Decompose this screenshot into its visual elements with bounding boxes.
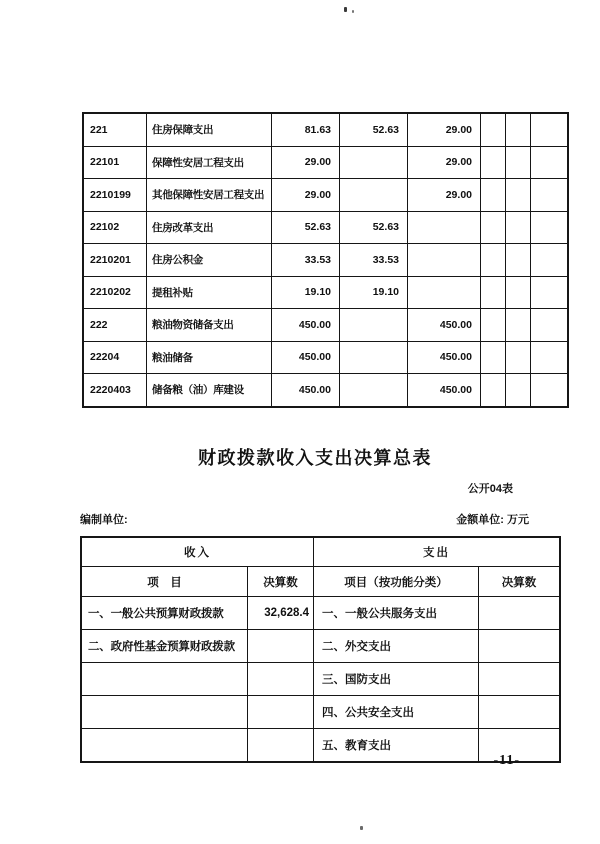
empty-cell: [481, 244, 506, 277]
code-cell: 2220403: [83, 374, 147, 407]
amount-cell: [340, 309, 408, 342]
income-amount-cell: [248, 729, 314, 763]
table-row: [83, 179, 568, 212]
empty-cell: [531, 341, 569, 374]
amount-cell: 33.53: [272, 244, 340, 277]
item-name-cell: 提租补贴: [147, 276, 272, 309]
income-header-cell: 收入: [81, 537, 314, 567]
scan-speck: [360, 826, 363, 830]
expense-amount-cell: [479, 597, 561, 630]
empty-cell: [531, 211, 569, 244]
amount-cell: 29.00: [272, 146, 340, 179]
scan-speck: [352, 10, 354, 13]
empty-cell: [506, 341, 531, 374]
table-row: [83, 244, 568, 277]
table-row: [83, 276, 568, 309]
income-item-cell: 二、政府性基金预算财政拨款: [81, 630, 248, 663]
income-amount-cell: [248, 630, 314, 663]
item-name-cell: 储备粮（油）库建设: [147, 374, 272, 407]
amount-cell: 29.00: [408, 146, 481, 179]
code-cell: 222: [83, 309, 147, 342]
expense-amount-header-cell: 决算数: [479, 567, 561, 597]
empty-cell: [481, 113, 506, 146]
amount-cell: 450.00: [408, 341, 481, 374]
income-amount-cell: [248, 696, 314, 729]
table-row: [83, 374, 568, 407]
empty-cell: [531, 244, 569, 277]
item-name-cell: 住房公积金: [147, 244, 272, 277]
amount-cell: 52.63: [340, 211, 408, 244]
table-row: [83, 113, 568, 146]
amount-cell: 450.00: [272, 309, 340, 342]
amount-cell: 450.00: [272, 374, 340, 407]
empty-cell: [531, 146, 569, 179]
code-cell: 22204: [83, 341, 147, 374]
amount-cell: 29.00: [408, 179, 481, 212]
prepared-by-label: 编制单位:: [80, 514, 128, 526]
empty-cell: [506, 309, 531, 342]
empty-cell: [506, 374, 531, 407]
table-row: [81, 696, 560, 729]
empty-cell: [481, 374, 506, 407]
income-item-cell: 一、一般公共预算财政拨款: [81, 597, 248, 630]
code-cell: 22102: [83, 211, 147, 244]
amount-cell: 19.10: [272, 276, 340, 309]
budget-detail-table: [82, 112, 569, 408]
amount-cell: 450.00: [272, 341, 340, 374]
empty-cell: [506, 179, 531, 212]
empty-cell: [481, 146, 506, 179]
empty-cell: [481, 179, 506, 212]
amount-cell: [340, 146, 408, 179]
table-header-row: [81, 537, 560, 567]
item-name-cell: 粮油储备: [147, 341, 272, 374]
table-row: [81, 729, 560, 763]
amount-cell: [340, 179, 408, 212]
scan-speck: [344, 7, 347, 12]
table-row: [81, 597, 560, 630]
expense-item-header-cell: 项目（按功能分类）: [314, 567, 479, 597]
amount-cell: 52.63: [340, 113, 408, 146]
amount-cell: 81.63: [272, 113, 340, 146]
expense-item-cell: 五、教育支出: [314, 729, 479, 763]
table-row: [81, 630, 560, 663]
item-name-cell: 其他保障性安居工程支出: [147, 179, 272, 212]
empty-cell: [531, 276, 569, 309]
expense-item-cell: 一、一般公共服务支出: [314, 597, 479, 630]
amount-cell: 450.00: [408, 374, 481, 407]
empty-cell: [506, 211, 531, 244]
amount-cell: [408, 211, 481, 244]
amount-cell: [408, 244, 481, 277]
income-amount-header-cell: 决算数: [248, 567, 314, 597]
amount-cell: 29.00: [408, 113, 481, 146]
table-number-label: 公开04表: [467, 483, 513, 495]
expense-item-cell: 三、国防支出: [314, 663, 479, 696]
expense-header-cell: 支出: [314, 537, 561, 567]
income-amount-cell: [248, 663, 314, 696]
empty-cell: [481, 211, 506, 244]
code-cell: 2210199: [83, 179, 147, 212]
empty-cell: [506, 146, 531, 179]
page-title: 财政拨款收入支出决算总表: [198, 448, 432, 468]
expense-amount-cell: [479, 630, 561, 663]
empty-cell: [531, 179, 569, 212]
empty-cell: [531, 374, 569, 407]
code-cell: 2210202: [83, 276, 147, 309]
empty-cell: [506, 244, 531, 277]
income-item-cell: [81, 696, 248, 729]
empty-cell: [481, 341, 506, 374]
expense-item-cell: 四、公共安全支出: [314, 696, 479, 729]
empty-cell: [531, 113, 569, 146]
empty-cell: [506, 276, 531, 309]
item-name-cell: 粮油物资储备支出: [147, 309, 272, 342]
summary-table: [80, 536, 561, 763]
amount-cell: [340, 374, 408, 407]
table-row: [83, 211, 568, 244]
code-cell: 221: [83, 113, 147, 146]
income-item-header-cell: 项 目: [81, 567, 248, 597]
table-row: [81, 663, 560, 696]
amount-cell: 19.10: [340, 276, 408, 309]
expense-amount-cell: [479, 663, 561, 696]
income-item-cell: [81, 729, 248, 763]
amount-cell: 450.00: [408, 309, 481, 342]
table-row: [83, 341, 568, 374]
amount-cell: [408, 276, 481, 309]
code-cell: 2210201: [83, 244, 147, 277]
empty-cell: [481, 276, 506, 309]
income-amount-cell: 32,628.4: [248, 597, 314, 630]
amount-unit-label: 金额单位: 万元: [456, 514, 529, 526]
income-item-cell: [81, 663, 248, 696]
amount-cell: 52.63: [272, 211, 340, 244]
amount-cell: 29.00: [272, 179, 340, 212]
item-name-cell: 住房改革支出: [147, 211, 272, 244]
empty-cell: [531, 309, 569, 342]
expense-item-cell: 二、外交支出: [314, 630, 479, 663]
empty-cell: [506, 113, 531, 146]
item-name-cell: 住房保障支出: [147, 113, 272, 146]
table-row: [83, 146, 568, 179]
table-row: [83, 309, 568, 342]
empty-cell: [481, 309, 506, 342]
table-subheader-row: [81, 567, 560, 597]
code-cell: 22101: [83, 146, 147, 179]
expense-amount-cell: [479, 696, 561, 729]
item-name-cell: 保障性安居工程支出: [147, 146, 272, 179]
amount-cell: 33.53: [340, 244, 408, 277]
page-number: -11-: [493, 753, 520, 768]
amount-cell: [340, 341, 408, 374]
